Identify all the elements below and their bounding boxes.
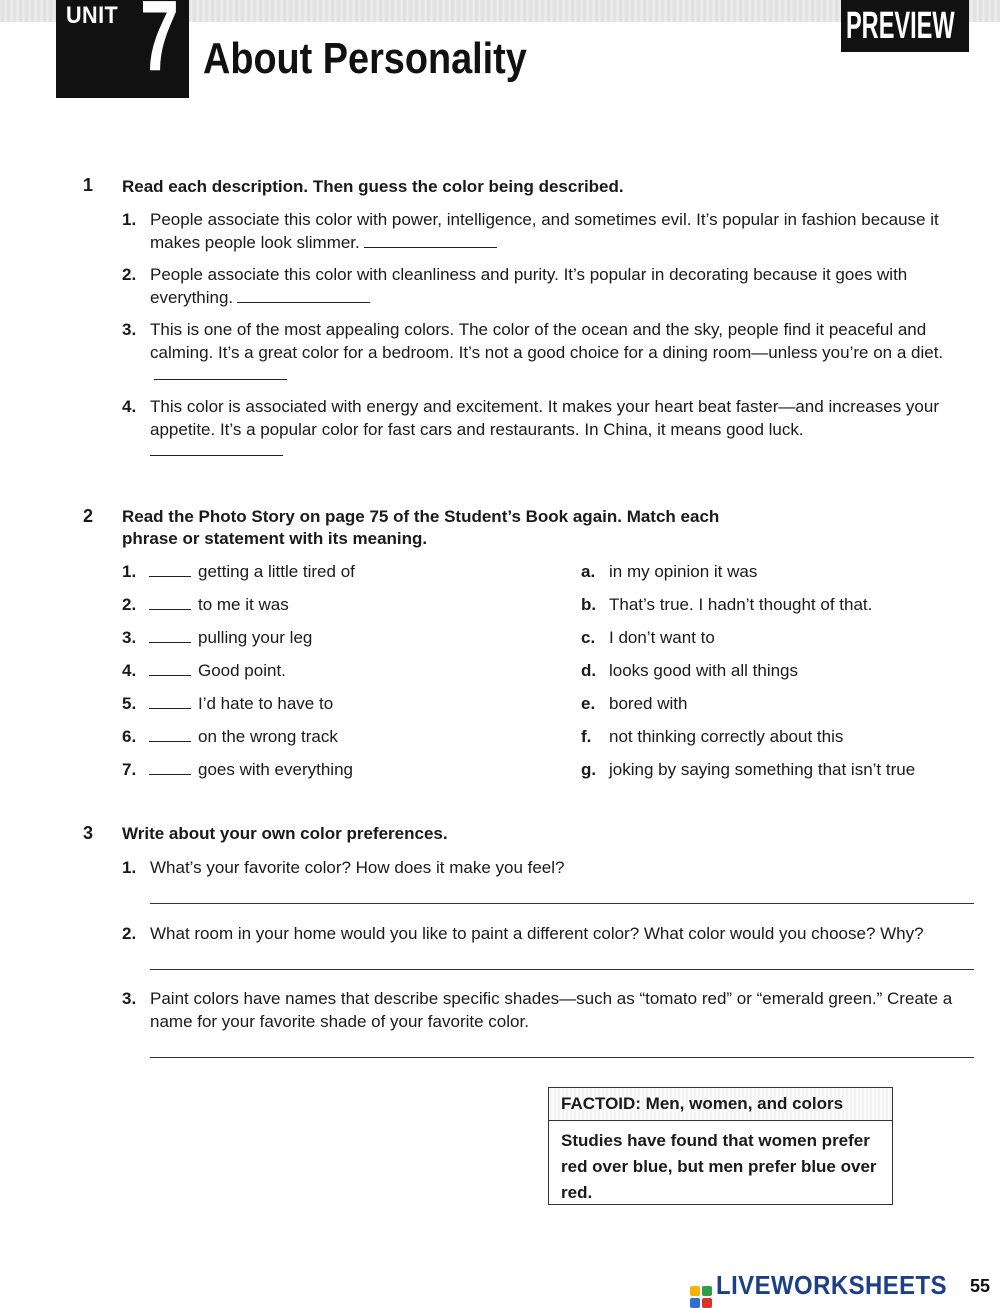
- answer-blank[interactable]: [154, 365, 287, 380]
- item-text: People associate this color with power, intelligence, and sometimes evil. It’s popular in fashion because it makes people look slimmer.: [150, 210, 939, 252]
- match-meaning: d. looks good with all things: [581, 661, 799, 680]
- unit-badge: [56, 0, 189, 98]
- factoid-box: [548, 1087, 893, 1205]
- exercise-1-item: [122, 209, 972, 254]
- match-meaning: f. not thinking correctly about this: [581, 727, 844, 746]
- match-phrase: 1. getting a little tired of: [122, 562, 355, 581]
- answer-blank[interactable]: [150, 455, 283, 456]
- logo-square: [690, 1286, 700, 1296]
- exercise-1-instruction: Read each description. Then guess the color being described.: [122, 177, 624, 196]
- unit-label: UNIT: [66, 2, 119, 29]
- item-number: 3.: [122, 989, 137, 1008]
- match-meaning: g. joking by saying something that isn’t true: [581, 760, 916, 779]
- page-number: 55: [970, 1276, 991, 1296]
- item-number: 4.: [122, 397, 137, 416]
- exercise-1-item: [122, 319, 972, 387]
- preview-stamp: PREVIEW: [841, 0, 969, 52]
- exercise-1-item: [122, 396, 972, 441]
- logo-square: [702, 1286, 712, 1296]
- match-meaning: e. bored with: [581, 694, 688, 713]
- item-text: This color is associated with energy and excitement. It makes your heart beat faster—and increases your appetite. It’s a popular color for fast cars and restaurants. In China, it means good luck.: [150, 397, 939, 439]
- unit-number: 7: [140, 0, 179, 92]
- match-blank[interactable]: [149, 761, 191, 775]
- match-meaning: c. I don’t want to: [581, 628, 715, 647]
- exercise-3-instruction: Write about your own color preferences.: [122, 824, 448, 843]
- page-title: About Personality: [203, 34, 527, 83]
- logo-square: [690, 1298, 700, 1308]
- match-blank[interactable]: [149, 629, 191, 643]
- match-meaning: a. in my opinion it was: [581, 562, 758, 581]
- item-text: What room in your home would you like to paint a different color? What color would you choose? Why?: [150, 924, 924, 943]
- item-number: 1.: [122, 210, 137, 229]
- liveworksheets-logo-icon: [690, 1286, 712, 1308]
- match-phrase: 7. goes with everything: [122, 760, 353, 779]
- match-phrase: 6. on the wrong track: [122, 727, 338, 746]
- answer-line[interactable]: [150, 969, 974, 970]
- exercise-1-item: [122, 264, 972, 309]
- match-blank[interactable]: [149, 563, 191, 577]
- item-text: What’s your favorite color? How does it make you feel?: [150, 858, 565, 877]
- match-blank[interactable]: [149, 662, 191, 676]
- match-blank[interactable]: [149, 728, 191, 742]
- match-phrase: 4. Good point.: [122, 661, 286, 680]
- match-meaning: b. That’s true. I hadn’t thought of that.: [581, 595, 873, 614]
- logo-text: LIVEWORKSHEETS: [716, 1270, 948, 1300]
- item-number: 1.: [122, 858, 137, 877]
- answer-blank[interactable]: [364, 233, 497, 248]
- item-text: People associate this color with cleanliness and purity. It’s popular in decorating because it goes with everything.: [150, 265, 908, 307]
- factoid-body: Studies have found that women prefer red over blue, but men prefer blue over red.: [561, 1131, 877, 1202]
- exercise-3-item: [122, 857, 972, 880]
- item-number: 2.: [122, 265, 137, 284]
- answer-line[interactable]: [150, 1057, 974, 1058]
- match-phrase: 5. I’d hate to have to: [122, 694, 334, 713]
- factoid-title: FACTOID: Men, women, and colors: [549, 1088, 892, 1121]
- answer-line[interactable]: [150, 903, 974, 904]
- match-phrase: 3. pulling your leg: [122, 628, 313, 647]
- exercise-3-item: [122, 923, 972, 946]
- item-text: This is one of the most appealing colors. The color of the ocean and the sky, people find it peaceful and calming. It’s a great color for a bedroom. It’s not a good choice for a dining room—unless you’re on a diet.: [150, 320, 944, 362]
- match-blank[interactable]: [149, 596, 191, 610]
- exercise-2-instruction: Read the Photo Story on page 75 of the Student’s Book again. Match each phrase or statement with its meaning.: [122, 507, 720, 548]
- match-blank[interactable]: [149, 695, 191, 709]
- item-text: Paint colors have names that describe specific shades—such as “tomato red” or “emerald green.” Create a name for your favorite shade of your favorite color.: [150, 989, 953, 1031]
- logo-square: [702, 1298, 712, 1308]
- item-number: 3.: [122, 320, 137, 339]
- exercise-3-number: 3: [83, 823, 94, 843]
- exercise-3-item: [122, 988, 972, 1033]
- exercise-2-number: 2: [83, 506, 94, 526]
- answer-blank[interactable]: [237, 288, 370, 303]
- item-number: 2.: [122, 924, 137, 943]
- exercise-1-number: 1: [83, 175, 94, 195]
- match-phrase: 2. to me it was: [122, 595, 289, 614]
- liveworksheets-logo: [690, 1270, 967, 1298]
